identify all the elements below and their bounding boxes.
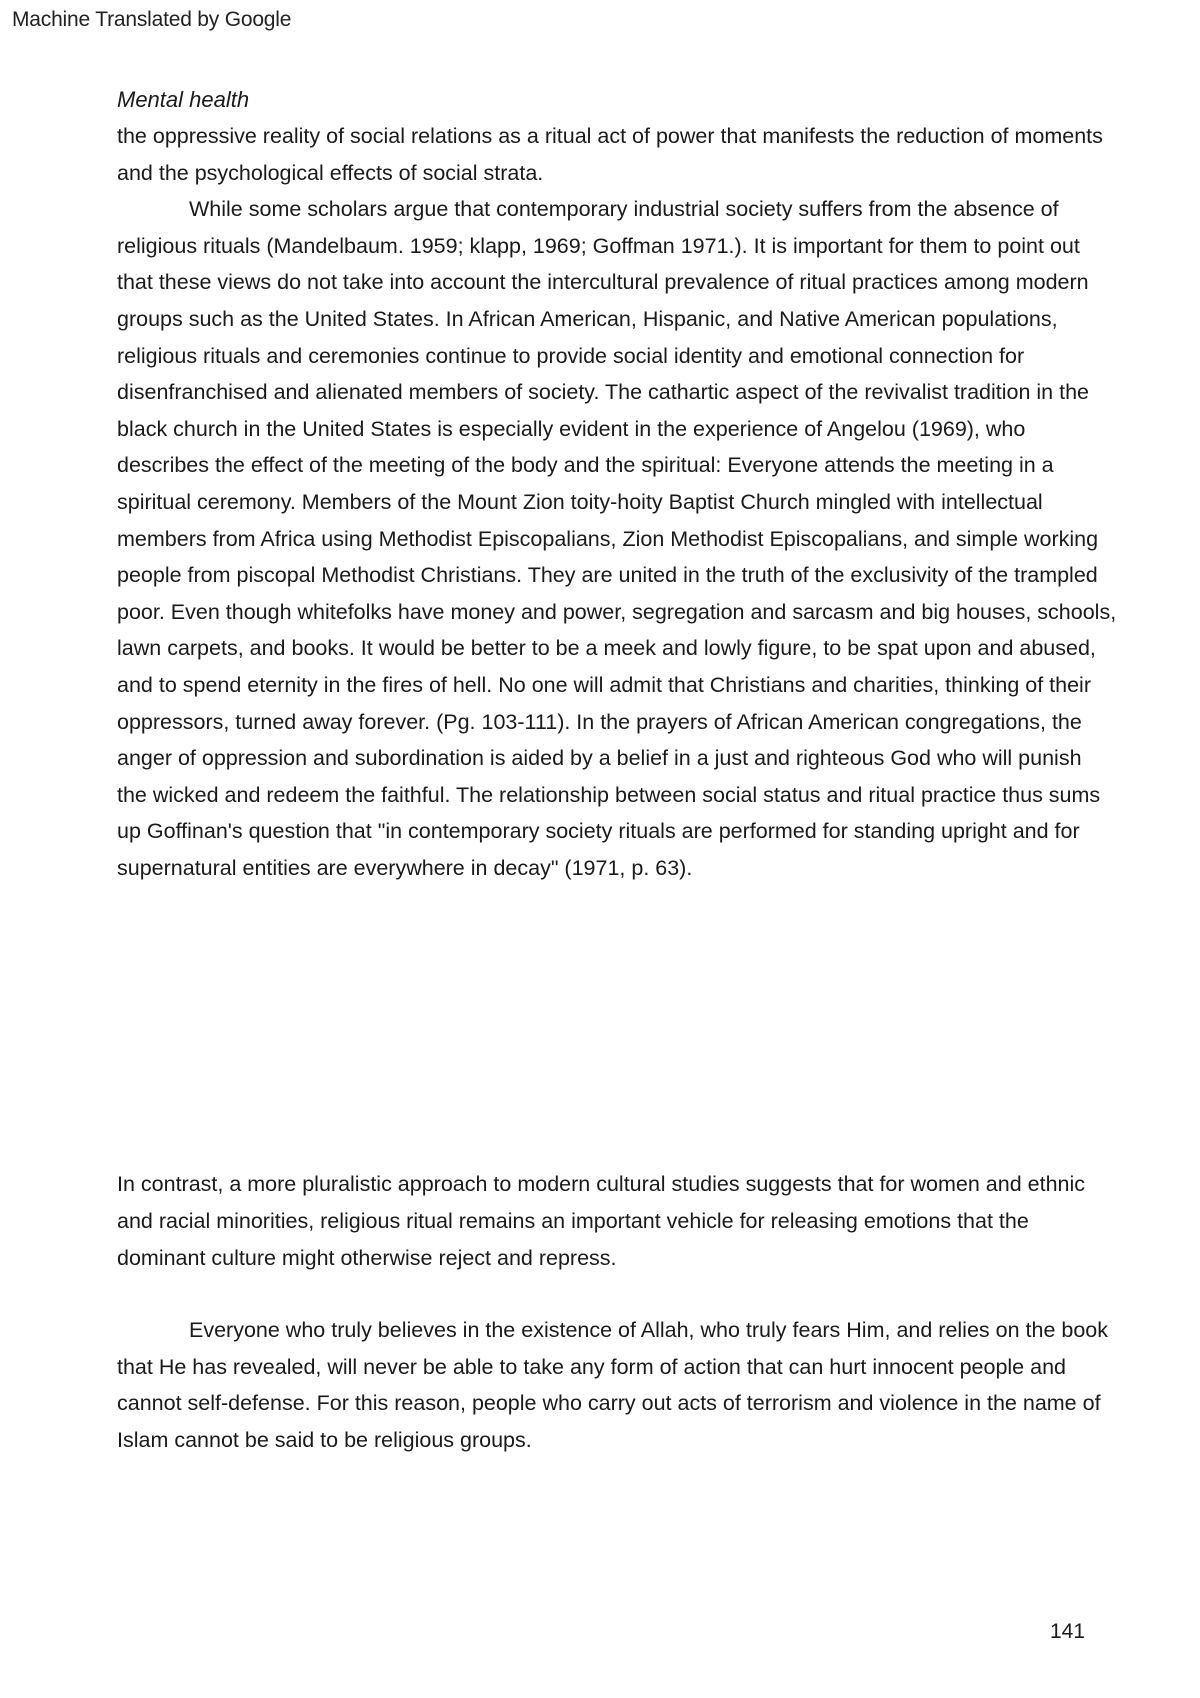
- machine-translation-watermark: Machine Translated by Google: [12, 8, 292, 31]
- document-page: [117, 82, 1117, 1459]
- running-header: Mental health: [117, 87, 250, 112]
- paragraph-rituals: While some scholars argue that contemporary industrial society suffers from the absence of religious rituals (Mandelbaum. 1959; klapp, 1969; Goffman 1971.). It is important for them to point out that these views do not take into account the intercultural prevalence of ritual practices among modern groups such as the United States. In African American, Hispanic, and Native American populations, religious rituals and ceremonies continue to provide social identity and emotional connection for disenfranchised and alienated members of society. The cathartic aspect of the revivalist tradition in the black church in the United States is especially evident in the experience of Angelou (1969), who describes the effect of the meeting of the body and the spiritual: Everyone attends the meeting in a spiritual ceremony. Members of the Mount Zion toity-hoity Baptist Church mingled with intellectual members from Africa using Methodist Episcopalians, Zion Methodist Episcopalians, and simple working people from piscopal Methodist Christians. They are united in the truth of the exclusivity of the trampled poor. Even though whitefolks have money and power, segregation and sarcasm and big houses, schools, lawn carpets, and books. It would be better to be a meek and lowly figure, to be spat upon and abused, and to spend eternity in the fires of hell. No one will admit that Christians and charities, thinking of their oppressors, turned away forever. (Pg. 103-111). In the prayers of African American congregations, the anger of oppression and subordination is aided by a belief in a just and righteous God who will punish the wicked and redeem the faithful. The relationship between social status and ritual practice thus sums up Goffinan's question that "in contemporary society rituals are performed for standing upright and for supernatural entities are everywhere in decay" (1971, p. 63).: [117, 197, 1117, 880]
- page-number: 141: [1050, 1620, 1086, 1643]
- paragraph-belief: Everyone who truly believes in the existence of Allah, who truly fears Him, and relies on the book that He has revealed, will never be able to take any form of action that can hurt innocent people and cannot self-defense. For this reason, people who carry out acts of terrorism and violence in the name of Islam cannot be said to be religious groups.: [117, 1318, 1109, 1453]
- paragraph-pluralistic: In contrast, a more pluralistic approach to modern cultural studies suggests that for women and ethnic and racial minorities, religious ritual remains an important vehicle for releasing emotions that the dominant culture might otherwise reject and repress.: [117, 1172, 1086, 1270]
- paragraph-continuation: the oppressive reality of social relations as a ritual act of power that manifests the reduction of moments and the psychological effects of social strata.: [117, 124, 1103, 185]
